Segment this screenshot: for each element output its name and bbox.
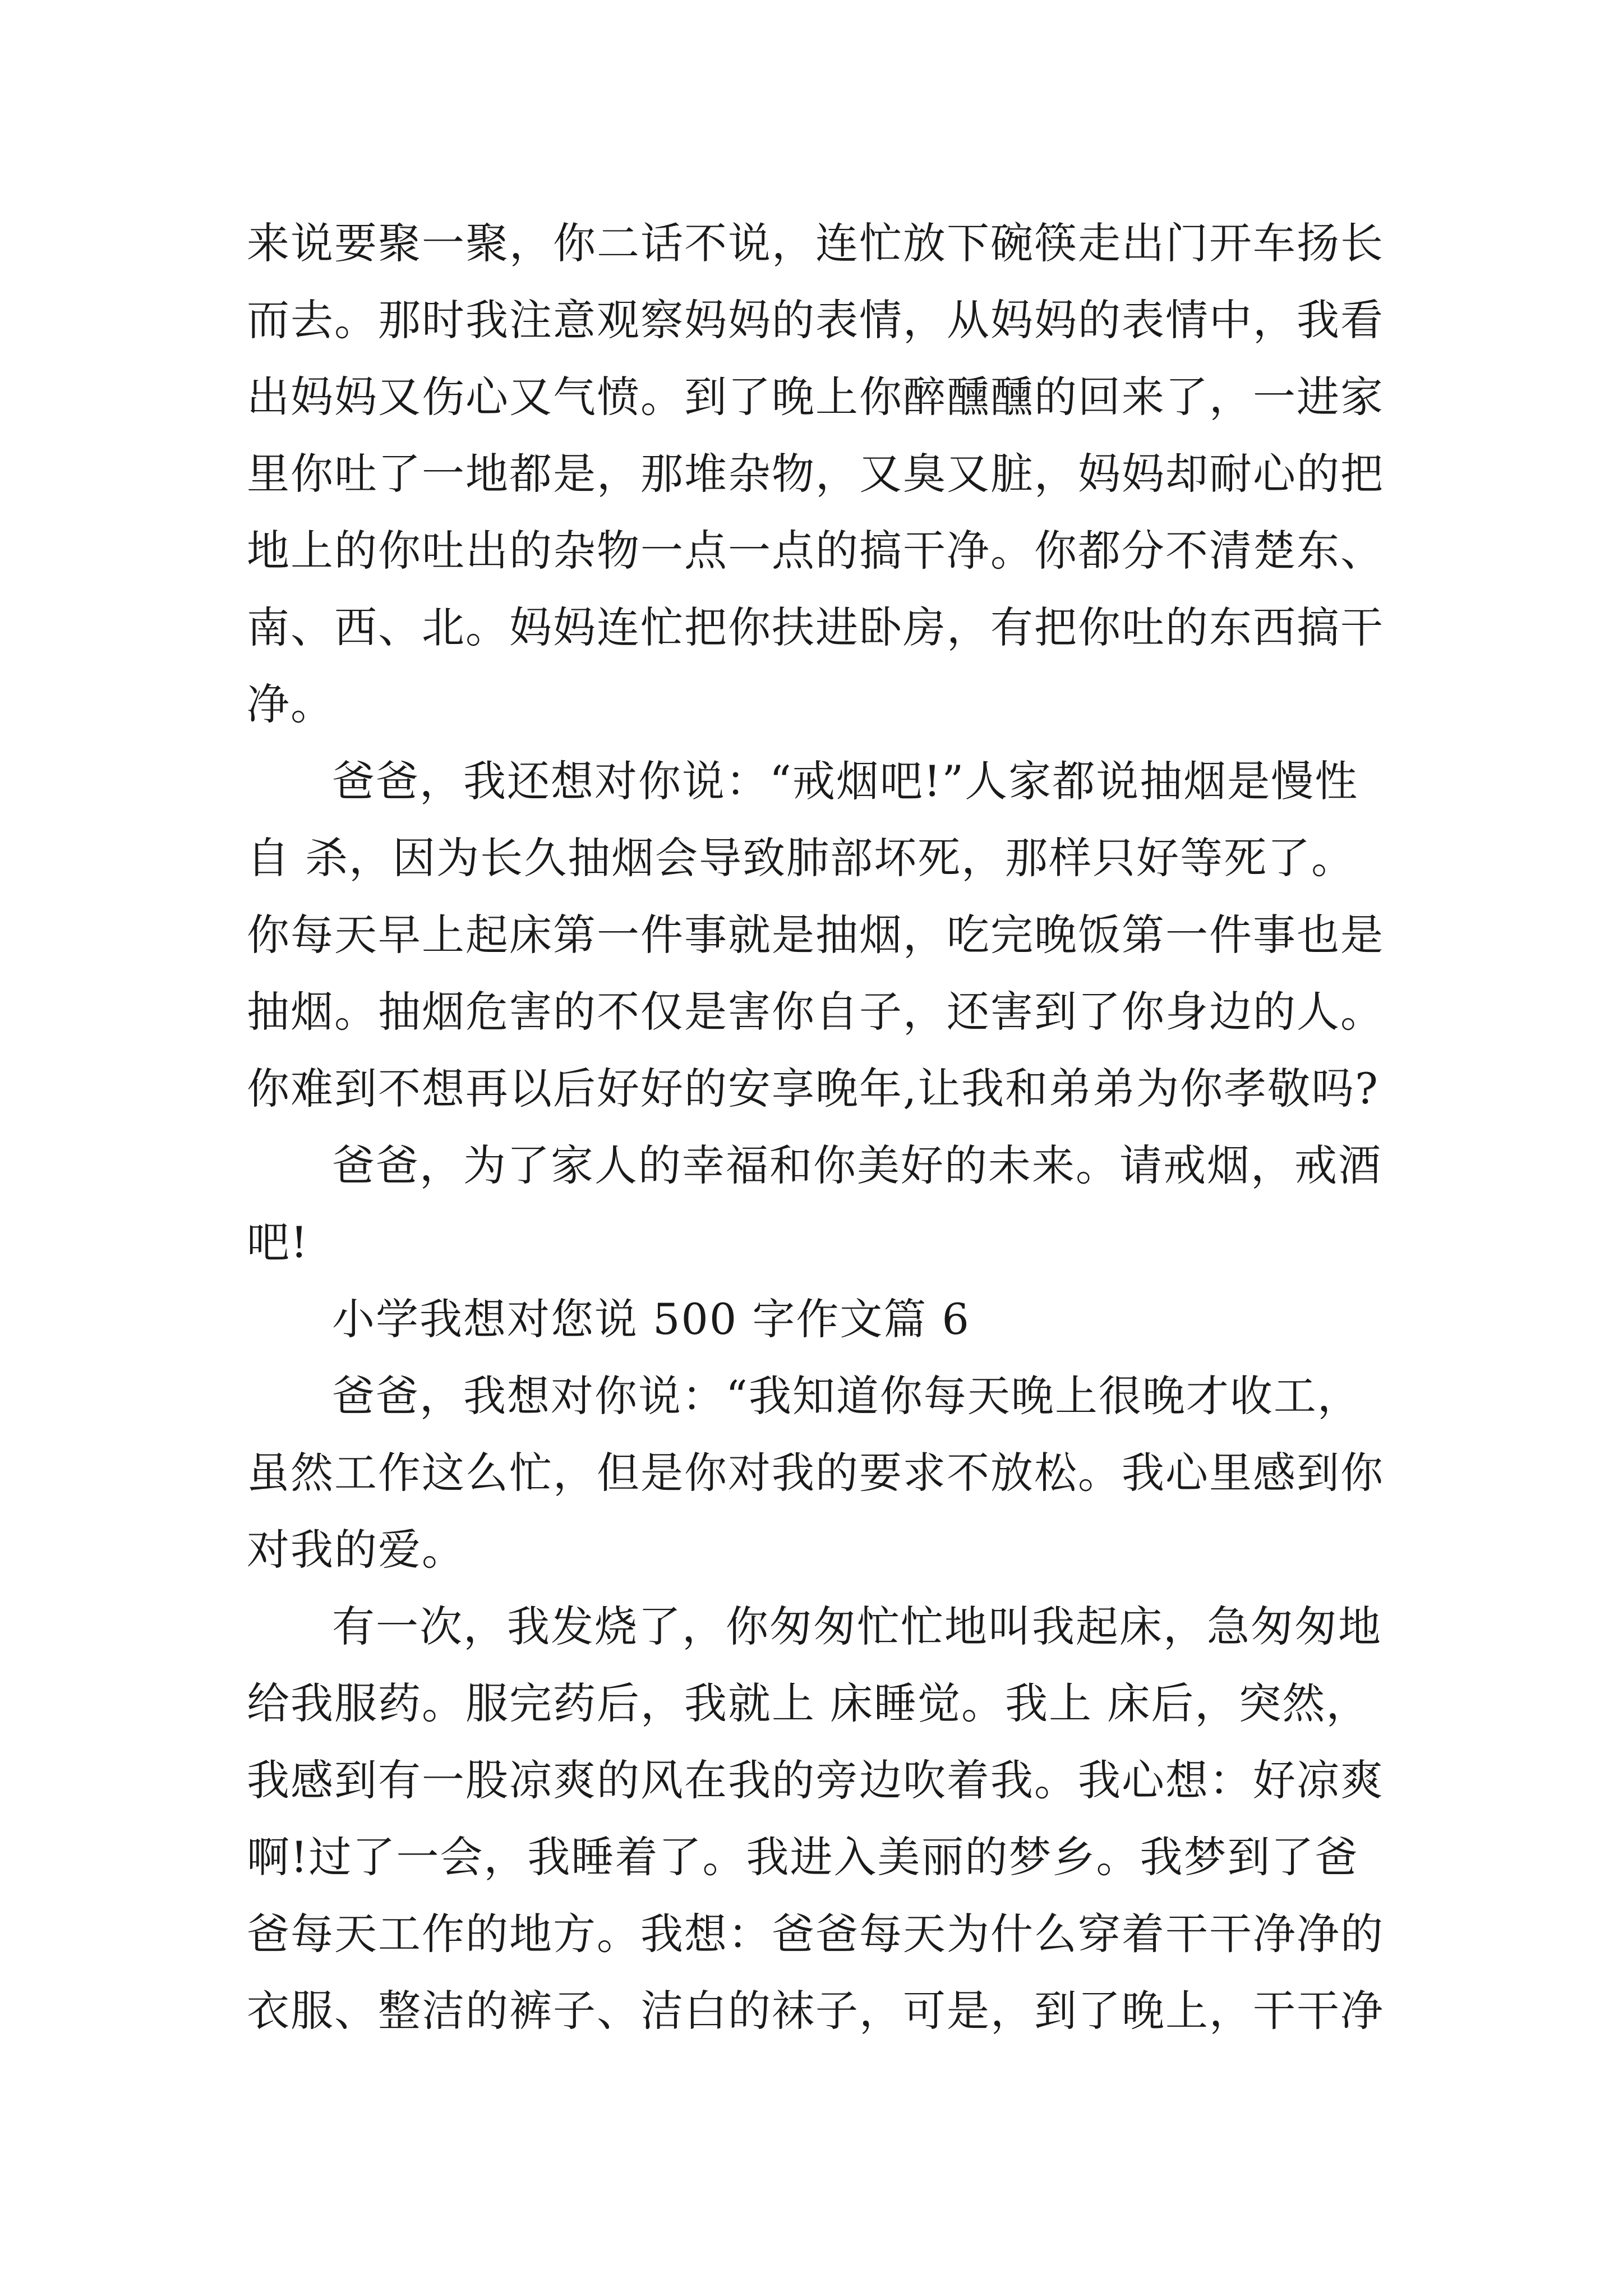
text-line: 自 杀，因为长久抽烟会导致肺部坏死，那样只好等死了。 [247, 833, 1355, 883]
text-line: 净。 [247, 679, 334, 729]
text-line: 出妈妈又伤心又气愤。到了晚上你醉醺醺的回来了，一进家 [247, 372, 1384, 422]
paragraph-start-line: 爸爸，我想对你说：“我知道你每天晚上很晚才收工， [332, 1371, 1361, 1421]
body-text [247, 205, 1385, 2049]
text-line: 我感到有一股凉爽的风在我的旁边吹着我。我心想：好凉爽 [247, 1755, 1384, 1805]
section-heading: 小学我想对您说 500 字作文篇 6 [332, 1294, 970, 1344]
paragraph-start-line: 有一次，我发烧了，你匆匆忙忙地叫我起床，急匆匆地 [332, 1602, 1382, 1651]
text-line: 你难到不想再以后好好的安享晚年,让我和弟弟为你孝敬吗? [247, 1064, 1379, 1114]
text-line: 里你吐了一地都是，那堆杂物，又臭又脏，妈妈却耐心的把 [247, 449, 1384, 499]
text-line: 而去。那时我注意观察妈妈的表情，从妈妈的表情中，我看 [247, 295, 1384, 345]
text-line: 给我服药。服完药后，我就上 床睡觉。我上 床后，突然， [247, 1678, 1370, 1728]
text-line: 爸每天工作的地方。我想：爸爸每天为什么穿着干干净净的 [247, 1909, 1384, 1959]
text-line: 啊!过了一会，我睡着了。我进入美丽的梦乡。我梦到了爸 [247, 1832, 1359, 1882]
text-line: 抽烟。抽烟危害的不仅是害你自子，还害到了你身边的人。 [247, 987, 1384, 1037]
paragraph-start-line: 爸爸，我还想对你说：“戒烟吧!”人家都说抽烟是慢性 [332, 756, 1359, 806]
text-line: 对我的爱。 [247, 1525, 465, 1575]
text-line: 吧! [247, 1217, 309, 1267]
text-line: 虽然工作这么忙，但是你对我的要求不放松。我心里感到你 [247, 1448, 1384, 1498]
text-line: 南、西、北。妈妈连忙把你扶进卧房，有把你吐的东西搞干 [247, 602, 1384, 652]
paragraph-start-line: 爸爸，为了家人的幸福和你美好的未来。请戒烟，戒酒 [332, 1140, 1382, 1190]
text-line: 衣服、整洁的裤子、洁白的袜子，可是，到了晚上，干干净 [247, 1986, 1384, 2036]
text-line: 来说要聚一聚，你二话不说，连忙放下碗筷走出门开车扬长 [247, 218, 1384, 268]
text-line: 你每天早上起床第一件事就是抽烟，吃完晚饭第一件事也是 [247, 910, 1384, 960]
text-line: 地上的你吐出的杂物一点一点的搞干净。你都分不清楚东、 [247, 526, 1384, 576]
